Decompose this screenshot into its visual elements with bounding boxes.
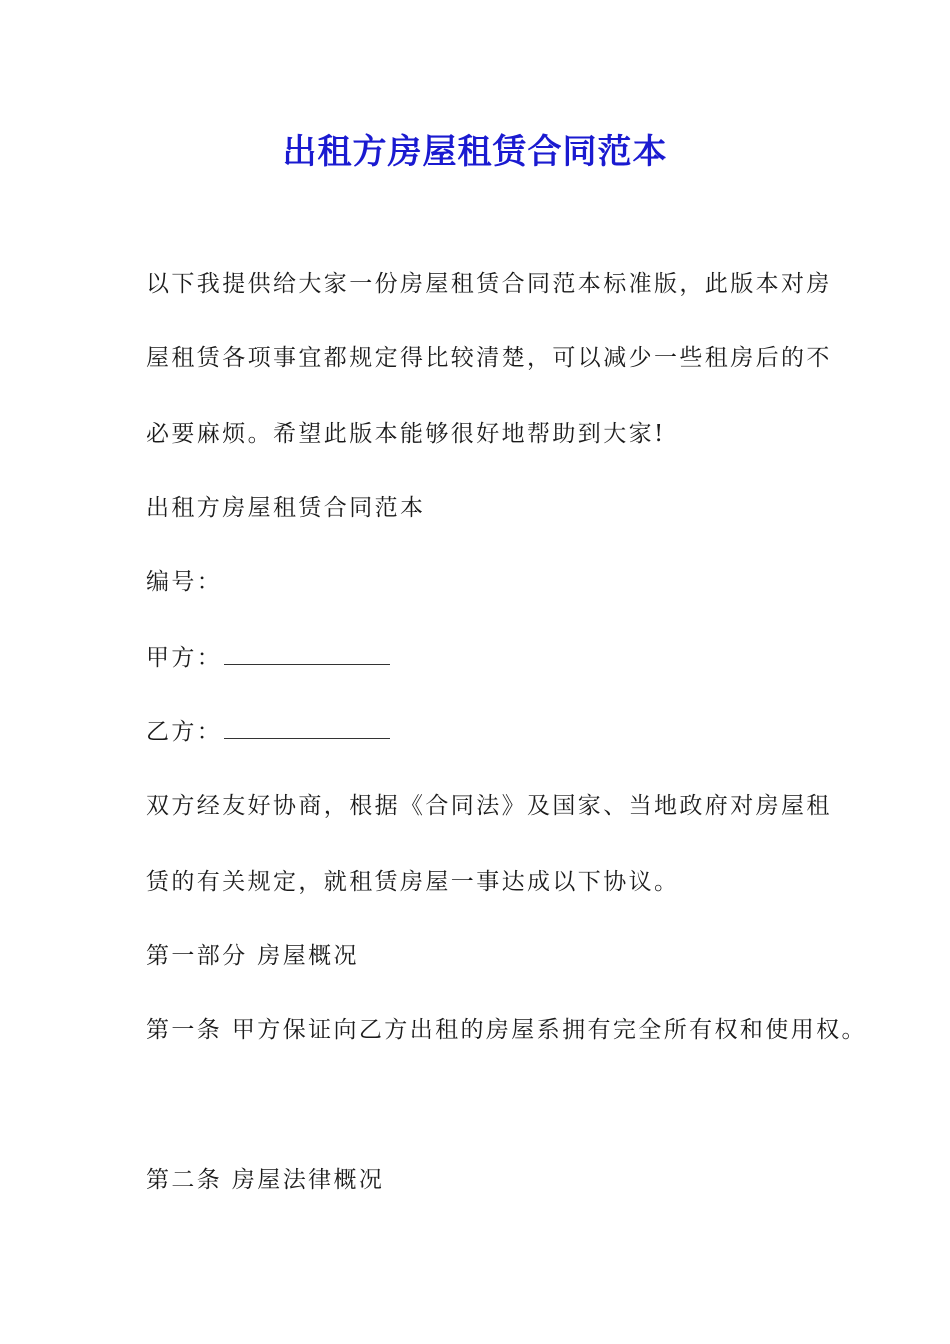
intro-line-2: 屋租赁各项事宜都规定得比较清楚，可以减少一些租房后的不 xyxy=(146,345,832,371)
article-2: 第二条 房屋法律概况 xyxy=(146,1167,385,1193)
number-label: 编号： xyxy=(146,569,223,595)
party-a-blank-line xyxy=(224,648,390,665)
party-b-blank-line xyxy=(224,722,390,739)
preamble-line-2: 赁的有关规定，就租赁房屋一事达成以下协议。 xyxy=(146,869,680,895)
party-b-row xyxy=(146,716,390,748)
party-b-label: 乙方： xyxy=(146,719,223,745)
party-a-label: 甲方： xyxy=(146,645,223,671)
article-1: 第一条 甲方保证向乙方出租的房屋系拥有完全所有权和使用权。 xyxy=(146,1017,867,1043)
part1-heading: 第一部分 房屋概况 xyxy=(146,943,359,969)
intro-line-3: 必要麻烦。希望此版本能够很好地帮助到大家! xyxy=(146,421,666,447)
party-a-row xyxy=(146,642,390,674)
intro-line-1: 以下我提供给大家一份房屋租赁合同范本标准版，此版本对房 xyxy=(146,271,832,297)
contract-title: 出租方房屋租赁合同范本 xyxy=(146,495,426,521)
document-title: 出租方房屋租赁合同范本 xyxy=(282,132,668,172)
preamble-line-1: 双方经友好协商，根据《合同法》及国家、当地政府对房屋租 xyxy=(146,793,832,819)
